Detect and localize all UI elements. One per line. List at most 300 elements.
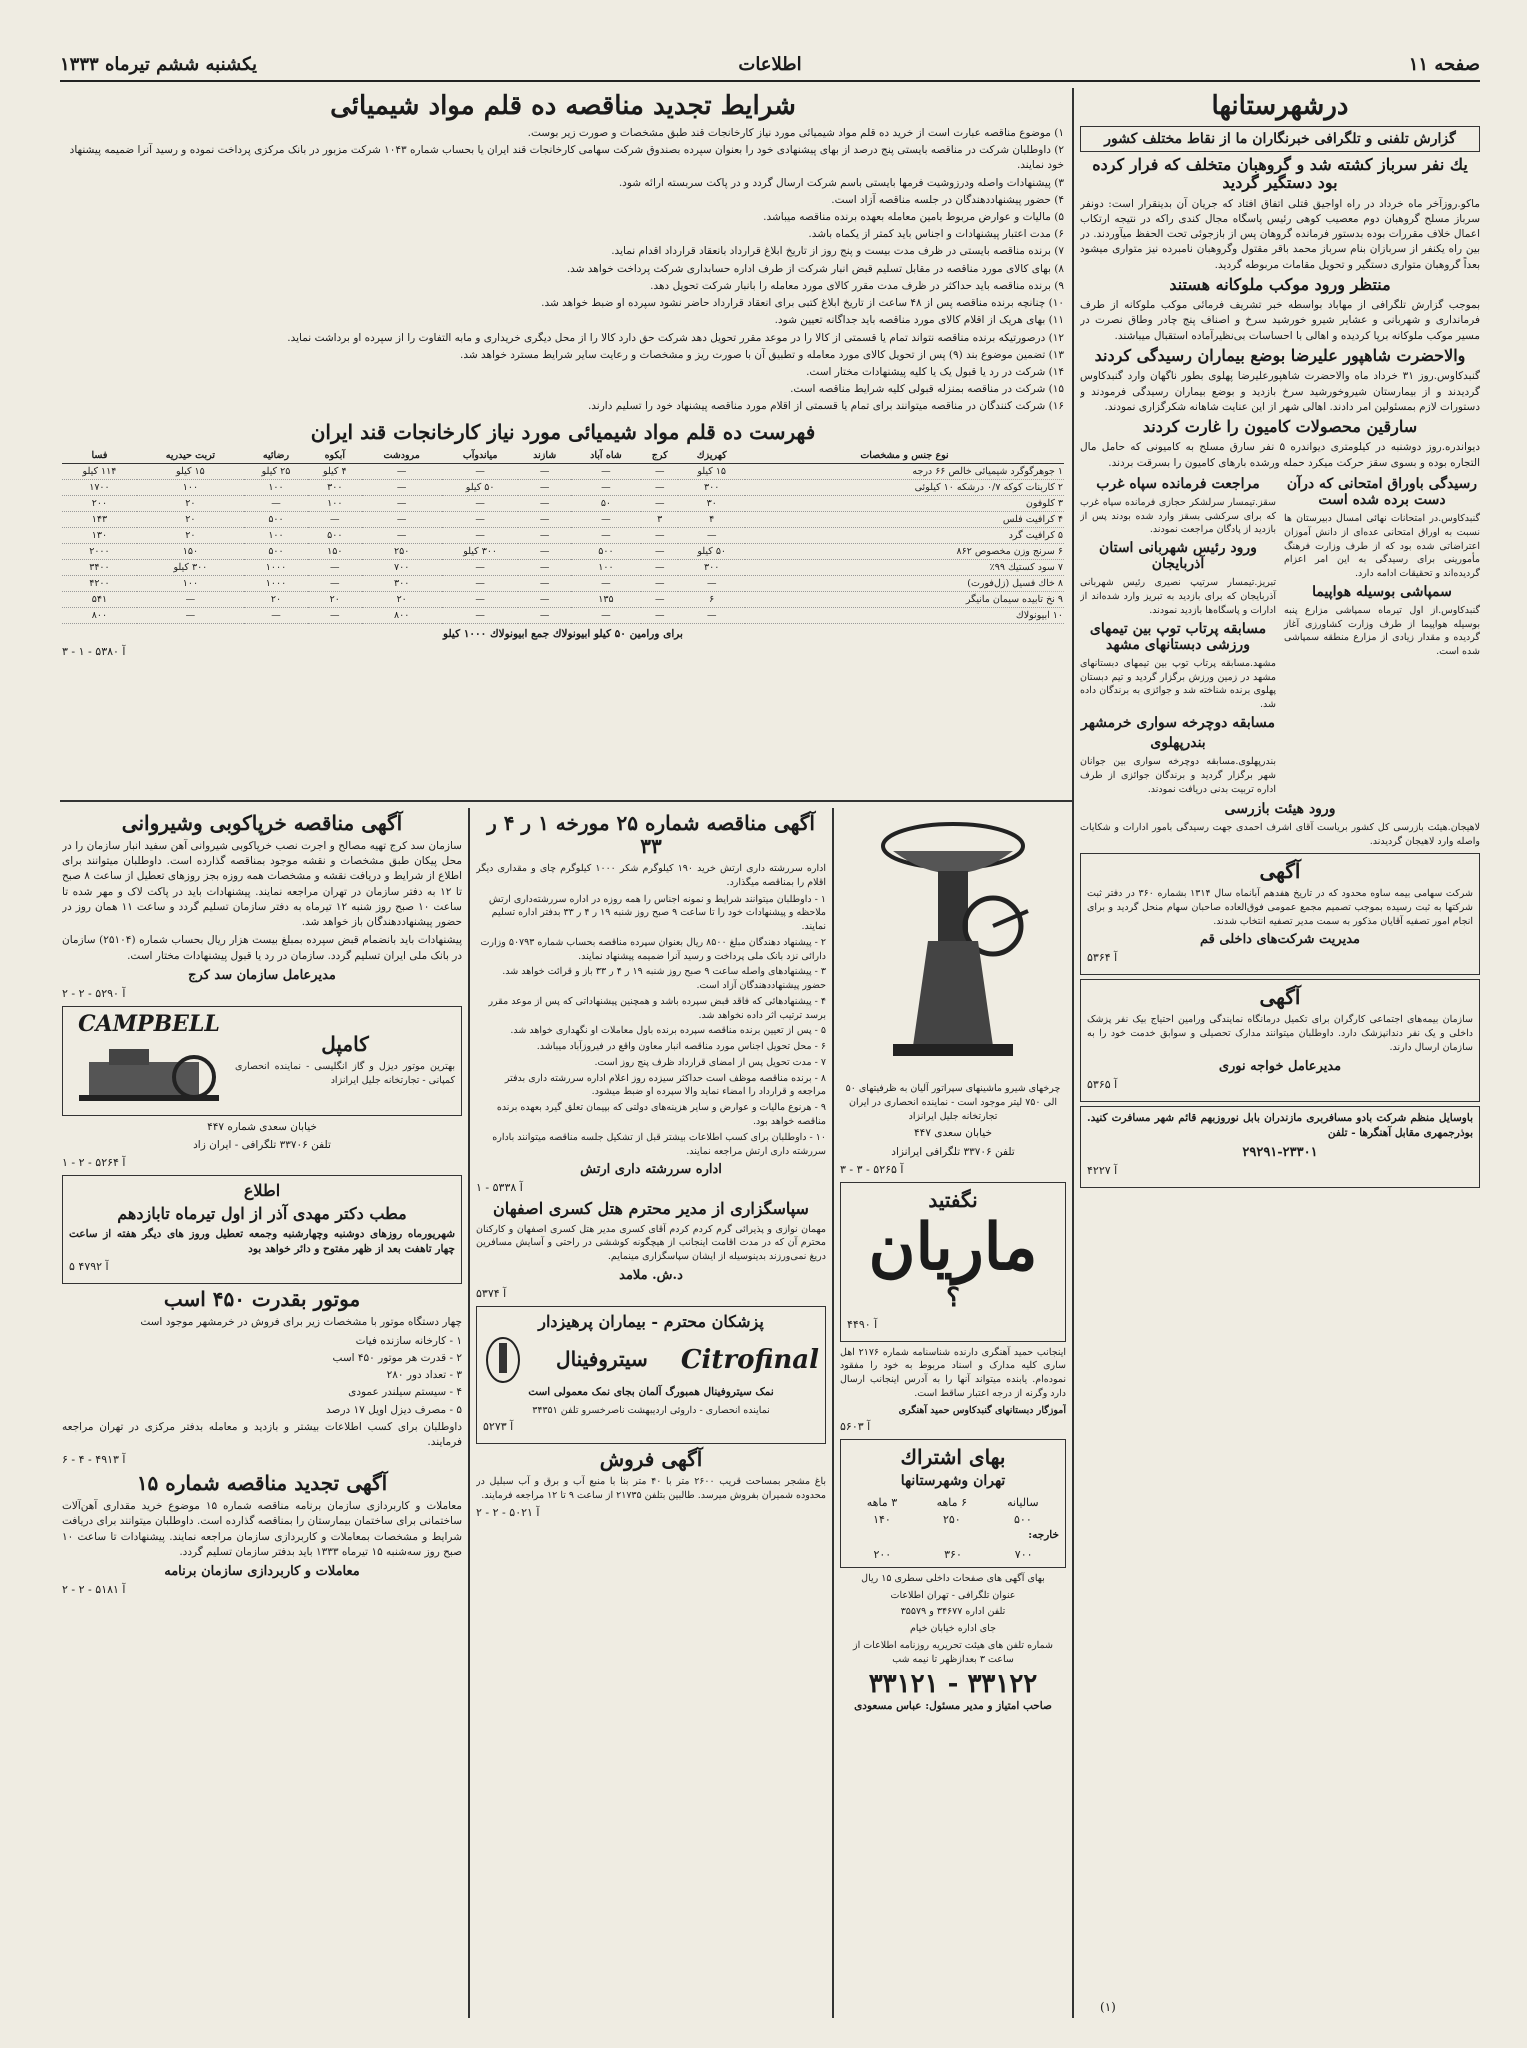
subscription-foreign: خارجه: xyxy=(1028,1528,1059,1541)
table-cell: ۱۰۰۰ xyxy=(244,559,308,575)
motor-spec: ۲ - قدرت هر موتور ۴۵۰ اسب xyxy=(332,1351,462,1364)
campbell-fa-name: کامپل xyxy=(321,1031,369,1056)
story-body: گنبدکاوس.از اول تیرماه سمپاشی مزارع پنبه بوسیله هواپیما از طرف وزارت کشاورزی آغاز گردیده و مقدار زیادی از مزارع منطقه سمپاشی شده است. xyxy=(1284,604,1480,658)
table-cell: ۱۵ کیلو xyxy=(678,463,745,479)
table-cell: ۱۵ کیلو xyxy=(137,463,244,479)
table-cell: ۷ سود کستیك ۹۹٪ xyxy=(745,559,1064,575)
subscription-table xyxy=(847,1546,1059,1563)
ad-body: پیشنهادات باید بانضمام قبض سپرده بمبلغ بیست هزار ریال بحساب شماره (۲۵۱۰۴) سازمان در بانک ملی ایران تسلیم گردد. سازمان در رد یا قبول پیشنهادات مختار است. xyxy=(62,934,462,962)
subscription-cell: ۷۰۰ xyxy=(1014,1547,1033,1561)
subscription-title: بهای اشتراك xyxy=(900,1445,1006,1470)
ad-ref: آ ۴۹۱۳ - ۴ - ۶ xyxy=(62,1453,126,1467)
ad-ref: آ ۵۰۲۱ - ۲ - ۲ xyxy=(476,1505,540,1519)
table-cell: ۲۰ xyxy=(308,591,361,607)
table-cell: — xyxy=(678,575,745,591)
table-cell: ۲۰ xyxy=(137,511,244,527)
table-row xyxy=(62,479,1064,495)
citro-name-fa: سیتروفینال xyxy=(556,1346,648,1371)
table-cell: ۳ کلوفون xyxy=(745,495,1064,511)
table-cell: — xyxy=(308,607,361,623)
left-ads-column xyxy=(62,810,462,2020)
campbell-text xyxy=(235,1031,455,1091)
table-header-cell: مرودشت xyxy=(362,448,442,464)
section-rule xyxy=(60,800,1072,802)
ad-box xyxy=(1080,1106,1480,1188)
table-cell: ۱۰۰ xyxy=(137,479,244,495)
story-headline: ورود رئیس شهربانی استان آذربایجان xyxy=(1099,540,1257,573)
story-headline: والاحضرت شاهپور علیرضا بوضع بیماران رسیدگی کردند xyxy=(1094,345,1466,365)
table-row xyxy=(62,575,1064,591)
table-cell: — xyxy=(518,479,570,495)
citrofinal-ad xyxy=(476,1306,826,1444)
ad-title: آگهی xyxy=(1259,859,1301,884)
tender-condition: ۱۵) شرکت در مناقصه بمنزله قبولی کلیه شرایط مناقصه است. xyxy=(790,383,1064,396)
tender-item: ۳ - پیشنهادهای واصله ساعت ۹ صبح روز شنبه ۱۹ ر ۴ ر ۳۳ باز و قرائت خواهد شد. حضور پیشنهاددهندگان آزاد است. xyxy=(502,966,826,992)
notice-title: اطلاع xyxy=(243,1181,281,1201)
table-cell: ۳۰۰ xyxy=(678,479,745,495)
table-row xyxy=(62,559,1064,575)
table-cell: — xyxy=(362,495,442,511)
ad-ref: آ ۵۳۶۴ xyxy=(1087,951,1118,965)
table-header-cell: میاندوآب xyxy=(442,448,519,464)
table-cell: ۱ جوهرگوگرد شیمیائی خالص ۶۶ درجه xyxy=(745,463,1064,479)
tender-section xyxy=(62,90,1064,795)
table-cell: ۳۰۰ کیلو xyxy=(137,559,244,575)
tender-condition: ۵) مالیات و عوارض مربوط بامین معامله بعهده برنده مناقصه میباشد. xyxy=(763,210,1064,223)
machine-address: خیابان سعدی ۴۴۷ xyxy=(914,1127,992,1140)
table-cell: ۱۰۰۰ xyxy=(244,575,308,591)
table-cell: ۴ کرافیت فلس xyxy=(745,511,1064,527)
table-cell: ۲۰۰۰ xyxy=(62,543,137,559)
ad-ref: آ ۴۲۲۷ xyxy=(1087,1164,1118,1178)
ad-body: اداره سررشته داری ارتش خرید ۱۹۰ کیلوگرم شکر ۱۰۰۰ کیلوگرم چای و مقداری دیگر اقلام را بمناقصه میگذارد. xyxy=(476,863,826,888)
table-cell: ۵۰۰ xyxy=(571,543,641,559)
table-cell: — xyxy=(518,575,570,591)
ad-phone: ۲۹۲۹۱-۲۳۳۰۱ xyxy=(1242,1145,1318,1161)
separator-machine-icon xyxy=(853,816,1053,1076)
subscription-cell: ۲۵۰ xyxy=(942,1512,961,1526)
citro-name-en: Citrofinal xyxy=(680,1345,819,1376)
campbell-logo: CAMPBELL xyxy=(78,1010,220,1037)
maryan-title: نگفتید xyxy=(928,1187,978,1212)
tender-condition: ۱۳) تضمین موضوع بند (۹) پس از تحویل کالای مورد معامله و تطبیق آن با صورت ریز و مشخصات و رعایت سایر شرایط مسترد خواهد شد. xyxy=(460,348,1064,361)
story-headline: ورود هیئت بازرسی xyxy=(1224,801,1336,818)
table-cell: ۲۰ xyxy=(244,591,308,607)
table-cell: ۴ xyxy=(678,511,745,527)
ad-price: بهای آگهی های صفحات داخلی سطری ۱۵ ریال xyxy=(861,1572,1045,1584)
table-title: فهرست ده قلم مواد شیمیائی مورد نیاز کارخانجات قند ایران xyxy=(310,419,816,444)
story-body: گنبدکاوس.روز ۳۱ خرداد ماه والاحضرت شاهپورعلیرضا پهلوی بطور ناگهان وارد گنبدکاوس گردیدند و از بیمارستان شیروخورشید سرخ بازدید و بوضع بیماران رسیدگی فرمودند و دستورات لازم بمسئولین امر دادند. اهالی شهر از این عنایت شاهانه شکرگزاری نمودند. xyxy=(1080,370,1480,413)
table-cell: — xyxy=(641,543,678,559)
table-footer: برای ورامین ۵۰ کیلو ابیونولاك جمع ابیونولاك ۱۰۰۰ کیلو xyxy=(443,627,683,640)
ad-body: سازمان سد کرج تهیه مصالح و اجرت نصب خرپاکوبی شیروانی آهن سفید انبار سازمان را در محل پیکان طبق مشخصات و نقشه موجود بمناقصه گذارده است. داوطلبان میتوانند برای اطلاع از شرایط و دریافت نقشه و مشخصات همه روزه بجز روزهای تعطیل از ساعت ۸ صبح تا ۱۲ به دفتر سازمان در تهران مراجعه نمایند. پیشنهادات باید در پاکت لاک و مهر شده تا ساعت ۱۰ صبح روز شنبه ۱۲ تیرماه به دفتر سازمان تسلیم گردد و ساعت ۱۱ همان روز در حضور پیشنهاددهندگان باز خواهد شد. xyxy=(62,840,462,929)
ad-box xyxy=(1080,979,1480,1101)
table-header-cell: نوع جنس و مشخصات xyxy=(745,448,1064,464)
tender-condition: ۱۲) درصورتیکه برنده مناقصه نتواند تمام یا قسمتی از کالا را در موعد مقرر تحویل دهد شرکت حق دارد کالا را از محل دیگری خریداری و مابه التفاوت را از سپرده او برداشت نماید. xyxy=(287,331,1064,344)
table-cell: — xyxy=(362,463,442,479)
tender-item: ۸ - برنده مناقصه موظف است حداکثر سیزده روز اعلام اداره سررشته داری بدفتر مراجعه و قرارداد را امضاء نماید والا سپرده او ضبط میشود. xyxy=(504,1072,826,1098)
subscription-cell: ۲۰۰ xyxy=(873,1547,892,1561)
table-cell: — xyxy=(137,591,244,607)
table-cell: — xyxy=(362,511,442,527)
table-cell: — xyxy=(308,559,361,575)
paper-name: اطلاعات xyxy=(738,54,802,75)
tender-item: ۱ - داوطلبان میتوانند شرایط و نمونه اجناس را همه روزه در اداره سررشته‌داری ارتش ملاحظه و پیشنهادات خود را تا ساعت ۹ صبح روز شنبه ۱۹ ر ۴ ر ۳۳ بدفتر اداره تسلیم نمایند. xyxy=(488,893,826,933)
subscription-cell: ۱۴۰ xyxy=(873,1512,891,1526)
story-headline: سارقین محصولات کامیون را غارت کردند xyxy=(1142,416,1418,436)
loss-signature: آموزگار دبستانهای گنبدکاوس حمید آهنگری xyxy=(898,1404,1066,1416)
tender-condition: ۱) موضوع مناقصه عبارت است از خرید ده قلم مواد شیمیائی مورد نیاز کارخانجات قند طبق مشخصات و صورت زیر بوست. xyxy=(527,126,1064,139)
section-subtitle: گزارش تلفنی و تلگرافی خبرنگاران ما از نقاط مختلف کشور xyxy=(1080,126,1480,152)
table-cell: — xyxy=(518,527,570,543)
office-place: جای اداره خیابان خیام xyxy=(909,1623,996,1635)
tender-item: ۹ - هرنوع مالیات و عوارض و سایر هزینه‌های دولتی که بپیمان تعلق گیرد بعهده برنده مناقصه خواهد بود. xyxy=(496,1102,826,1128)
table-cell: ۱۰۰ xyxy=(137,575,244,591)
table-header-cell: آبکوه xyxy=(308,448,361,464)
ad-body: داوطلبان برای کسب اطلاعات بیشتر و بازدید و معامله بدفتر مرکزی در تهران مراجعه فرمایند. xyxy=(62,1420,462,1448)
story-body: مشهد.مسابقه پرتاب توپ بین تیمهای دبستانهای مشهد در زمین ورزش برگزار گردید و تیم دبستان پهلوی برنده شناخته شد و جوائزی به برندگان داده شد. xyxy=(1080,657,1276,711)
table-row xyxy=(62,543,1064,559)
motor-spec: ۴ - سیستم سیلندر عمودی xyxy=(348,1386,462,1399)
table-cell: — xyxy=(442,607,519,623)
tender-item: ۴ - پیشنهادهائی که فاقد قبض سپرده باشد و همچنین پیشنهاداتی که پس از موعد مقرر برسد ترتیب اثر داده نخواهد شد. xyxy=(488,995,826,1021)
table-cell: ۵۴۱ xyxy=(62,591,137,607)
table-cell: — xyxy=(518,511,570,527)
motor-spec: ۳ - تعداد دور ۲۸۰ xyxy=(386,1369,462,1382)
ad-ref: آ ۵۳۶۵ xyxy=(1087,1077,1118,1091)
story-block xyxy=(1080,474,1276,800)
tender-condition: ۱۰) چنانچه برنده مناقصه پس از ۴۸ ساعت از تاریخ ابلاغ کتبی برای انعقاد قرارداد حاضر نشود سپرده او ضبط خواهد شد. xyxy=(541,297,1064,310)
subscription-table xyxy=(847,1494,1059,1528)
maryan-question: ؟ xyxy=(946,1282,960,1313)
table-cell: — xyxy=(641,575,678,591)
table-cell: — xyxy=(244,495,308,511)
table-header-row xyxy=(62,448,1064,464)
ad-title: آگهی تجدید مناقصه شماره ۱۵ xyxy=(136,1471,388,1496)
table-cell: — xyxy=(442,575,519,591)
ad-signature: اداره سررشته داری ارتش xyxy=(580,1162,722,1178)
table-cell: ۵۰۰ xyxy=(244,543,308,559)
table-cell: — xyxy=(641,591,678,607)
footnote: (۱) xyxy=(1100,2000,1116,2014)
table-ref: آ ۵۳۸۰ - ۱ - ۳ xyxy=(62,644,126,658)
table-cell: ۱۵۰ xyxy=(137,543,244,559)
tender-item: ۵ - پس از تعیین برنده مناقصه سپرده برنده باول معاملات او نگهداری خواهد شد. xyxy=(510,1025,826,1037)
table-cell: — xyxy=(641,527,678,543)
table-cell: — xyxy=(518,495,570,511)
story-body: ماکو.روزآخر ماه خرداد در راه اواجیق قتلی اتفاق افتاد که جریان آن بدینقرار است: دونفر سرباز مسلح گروهبان دوم معصیب کوهی رئیس پاسگاه مجال کندی راکه در نتیجه ارتکاب اعمال خلاف مقررات بوده بدستور فرمانده گروهان پس از بازجوئی تحت الحفظ میآوردند. در بین راه یکنفر از سربازان بنام سرباز محمد باقر مقتول وگروهبان نامبرده نیز متواری میشود بعداً گروهبان متواری دستگیر و تحویل مقامات مربوطه گردید. xyxy=(1080,197,1480,271)
table-cell: ۲۰ xyxy=(137,495,244,511)
table-cell: — xyxy=(518,559,570,575)
tender-condition: ۱۴) شرکت در رد یا قبول یک یا کلیه پیشنهادات مختار است. xyxy=(806,365,1064,378)
tender-condition: ۲) داوطلبان شرکت در مناقصه بایستی پنج درصد از بهای پیشنهادی خود را بعنوان سپرده بصندوق شرکت سهامی کارخانجات قند ایران یا بحساب شماره ۱۰۴۳ شرکت مزبور در بانک مرکزی پرداخت نموده و رسید آنرا ضمیمه پیشنهاد خود نمایند. xyxy=(69,144,1064,172)
table-row xyxy=(62,495,1064,511)
tender-item: ۱۰ - داوطلبان برای کسب اطلاعات بیشتر قبل از تشکیل جلسه مناقصه میتوانند باداره سررشته داری ارتش مراجعه نمایند. xyxy=(492,1131,826,1157)
table-cell: — xyxy=(571,511,641,527)
ad-body: شرکت سهامی بیمه ساوه محدود که در تاریخ هفدهم آبانماه سال ۱۳۱۴ بشماره ۳۶۰ در دفتر ثبت شرکتها به ثبت رسیده بموجب تصمیم مجمع عمومی فوق‌العاده صاحبان سهام منحل گردید و برای انجام امور تصفیه آقایان مذکور به سمت مدیر تصفیه انتخاب شدند. xyxy=(1087,888,1473,927)
table-cell: — xyxy=(571,607,641,623)
tender-condition: ۱۱) بهای هریک از اقلام کالای مورد مناقصه باید جداگانه تعیین شود. xyxy=(774,314,1064,327)
campbell-phone: تلفن ۳۳۷۰۶ تلگرافی - ایران زاد xyxy=(193,1138,331,1151)
office-phone: تلفن اداره ۳۴۶۷۷ و ۳۵۵۷۹ xyxy=(900,1606,1006,1618)
subscription-row xyxy=(847,1511,1059,1528)
publisher: صاحب امتیاز و مدیر مسئول: عباس مسعودی xyxy=(854,1700,1052,1713)
citro-agent: نماینده انحصاری - داروئی اردیبهشت ناصرخسرو تلفن ۳۴۳۵۱ xyxy=(532,1404,770,1416)
ad-ref: آ ۵۲۷۳ xyxy=(483,1420,514,1434)
ad-ref: آ ۵۲۶۵ - ۳ - ۳ xyxy=(840,1162,904,1176)
table-cell: — xyxy=(518,543,570,559)
story-block xyxy=(1284,474,1480,800)
subscription-cell: ساليانه xyxy=(1007,1495,1039,1509)
table-row xyxy=(62,527,1064,543)
story-headline: رسیدگی باوراق امتحانی که درآن دست برده شده است xyxy=(1286,475,1478,508)
table-cell: ۳۰ xyxy=(678,495,745,511)
campbell-address: خیابان سعدی شماره ۴۴۷ xyxy=(207,1120,317,1133)
tender-condition: ۹) برنده مناقصه باید حداکثر در ظرف مدت مقرر کالای مورد معامله را بانبار شرکت تحویل دهد. xyxy=(650,279,1064,292)
table-header-cell: کرج xyxy=(641,448,678,464)
table-cell: — xyxy=(442,511,519,527)
ad-body: باغ مشجر بمساحت قریب ۲۶۰۰ متر با ۴۰ متر بنا با منبع آب و برق و آب سبلیل در محدوده شمیران بفروش میرسد. طالبین بتلفن ۲۱۷۳۵ از ساعت ۹ تا ۱۲ مراجعه فرمایند. xyxy=(476,1476,826,1502)
table-cell: ۱۰۰ xyxy=(571,559,641,575)
table-cell: — xyxy=(518,463,570,479)
campbell-visual xyxy=(69,1011,229,1111)
ad-ref: آ ۵۳۷۴ xyxy=(476,1287,507,1300)
table-cell: — xyxy=(442,591,519,607)
story-headline: یك نفر سرباز کشته شد و گروهبان متخلف که فرار کرده بود دستگیر گردید xyxy=(1092,154,1468,193)
table-cell: — xyxy=(641,463,678,479)
notice-head: مطب دکتر مهدی آذر از اول تیرماه تابازدهم xyxy=(117,1203,407,1223)
story-body: لاهیجان.هیئت بازرسی کل کشور بریاست آقای اشرف احمدی جهت رسیدگی بامور ادارات و شکایات واصله وارد لاهیجان گردیدند. xyxy=(1080,822,1480,848)
ad-title: آگهی فروش xyxy=(599,1447,703,1472)
story-subhead: بندرپهلوی xyxy=(1150,735,1206,751)
subscription-header xyxy=(847,1494,1059,1511)
tender-items xyxy=(476,893,826,1159)
motor-specs xyxy=(62,1334,462,1418)
subscription-cell: ۶ ماهه xyxy=(936,1495,967,1509)
table-cell: ۸ خاك فسیل (زل‌فورت) xyxy=(745,575,1064,591)
citro-title: پزشکان محترم - بیماران پرهیزدار xyxy=(538,1312,764,1331)
campbell-desc: بهترین موتور دیزل و گاز انگلیسی - نماینده انحصاری کمپانی - تجارتخانه جلیل ایرانزاد xyxy=(235,1060,455,1086)
table-cell: ۲۰۰ xyxy=(62,495,137,511)
tender-condition: ۸) بهای کالای مورد مناقصه در مقابل تسلیم قبض انبار شرکت از طرف اداره حسابداری شرکت پرداخت خواهد شد. xyxy=(566,262,1064,275)
table-cell: — xyxy=(641,495,678,511)
table-cell: ۲ کاربنات کوکه ۰/۷ درشکه ۱۰ کیلوئی xyxy=(745,479,1064,495)
table-header-cell: فسا xyxy=(62,448,137,464)
table-cell: — xyxy=(518,591,570,607)
table-cell: ۳ xyxy=(641,511,678,527)
table-cell: ۵۰ xyxy=(571,495,641,511)
table-cell: — xyxy=(678,607,745,623)
tender-title: شرایط تجدید مناقصه ده قلم مواد شیمیائی xyxy=(330,91,796,121)
subscription-cell: ۳۶۰ xyxy=(944,1547,962,1561)
table-cell: ۲۰ xyxy=(137,527,244,543)
masthead xyxy=(60,50,1480,82)
bottle-icon xyxy=(483,1335,523,1385)
table-cell: — xyxy=(571,479,641,495)
story-body: دیواندره.روز دوشنبه در کیلومتری دیواندره ۵ نفر سارق مسلح به کامیونی که حامل مال التجاره بوده و بسوی سقز حرکت میکرد حمله ورشده بارهای کامیون را بسرقت بردند. xyxy=(1080,441,1480,469)
table-cell: — xyxy=(137,607,244,623)
ad-ref: آ ۵۲۹۰ - ۲ - ۲ xyxy=(62,986,126,1000)
story-body: بموجب گزارش تلگرافی از مهاباد بواسطه خبر تشریف فرمائی موکب ملوکانه از طرف فرمانداری و شهربانی و عشایر شیرو خورشید سرخ و اصناف پنج چادر وطاق نصرت در مسیر موکب ملوکانه برپا کردیده و اهالی با احساسات بی‌نظیرآماده استقبال میباشند. xyxy=(1080,299,1480,342)
table-cell: ۱۵۰ xyxy=(308,543,361,559)
table-cell: ۳۰۰ کیلو xyxy=(442,543,519,559)
ad-body: باوسایل منظم شرکت بادو مسافربری مازندران بابل نوروزبهم قائم شهر مسافرت کنید. بوذرجمهری مقابل آهنگرها - تلفن xyxy=(1087,1111,1473,1139)
table-cell: ۵۰ کیلو xyxy=(678,543,745,559)
story-body: گنبدکاوس.در امتحانات نهائی امسال دبیرستان ها نسبت به اوراق امتحانی عده‌ای از دانش آموزان اعتراضاتی شده بود که از طرف وزارت فرهنگ مأمورینی برای رسیدگی به این امر اعزام گردیده‌اند و تحقیقات ادامه دارد. xyxy=(1284,512,1480,580)
chemicals-table xyxy=(62,448,1064,624)
table-cell: ۲۵ کیلو xyxy=(244,463,308,479)
table-row xyxy=(62,511,1064,527)
table-cell: ۱۰ ابیونولاك xyxy=(745,607,1064,623)
ad-ref: آ ۵۳۳۸ - ۱ xyxy=(476,1181,523,1195)
maryan-big: ماریان xyxy=(868,1209,1038,1285)
table-cell: — xyxy=(641,607,678,623)
table-cell: — xyxy=(518,607,570,623)
tender-condition: ۳) پیشنهادات واصله ودرزوشیت فرمها بایستی باسم شرکت ارسال گردد و در پاکت سربسته ارائه شود. xyxy=(618,176,1064,189)
table-header-cell: رضائیه xyxy=(244,448,308,464)
subscription-cell: ۳ ماهه xyxy=(866,1495,898,1509)
center-ads-column xyxy=(476,810,826,2020)
ad-body: معاملات و کاربردازی سازمان برنامه مناقصه شماره ۱۵ موضوع خرید مقداری آهن‌آلات ساختمانی برای ساختمان بیمارستان را بمناقصه گذارده است. داوطلبان میتوانند برای دریافت شرایط و مشخصات بمعاملات و کاربردازی سازمان مراجعه نمایند. پیشنهادات تا ساعت ۱۰ صبح روز سه‌شنبه ۱۵ تیرماه ۱۳۳۳ باید بدفتر سازمان تسلیم گردد. xyxy=(62,1500,462,1558)
loss-notice: اینجانب حمید آهنگری دارنده شناسنامه شماره ۲۱۷۶ اهل ساری کلیه مدارک و اسناد مربوط به خود را مفقود نموده‌ام. یابنده میتواند آنها را به آدرس اینجانب ارسال دارد وگرنه از درجه اعتبار ساقط است. xyxy=(840,1346,1066,1399)
table-cell: ۴ کیلو xyxy=(308,463,361,479)
table-cell: ۱۷۰۰ xyxy=(62,479,137,495)
tender-item: ۲ - پیشنهاد دهندگان مبلغ ۸۵۰۰ ریال بعنوان سپرده مناقصه بحساب شماره ۵۰۷۹۳ وزارت دارائی نزد بانک ملی پرداخت و رسید آنرا ضمیمه پیشنهاد نمایند. xyxy=(480,936,826,962)
tender-condition: ۴) حضور پیشنهاددهندگان در جلسه مناقصه آزاد است. xyxy=(831,193,1064,206)
table-cell: ۱۳۵ xyxy=(571,591,641,607)
story-body: بندرپهلوی.مسابقه دوچرخه سواری بین جوانان شهر برگزار گردید و برندگان جوائزی از طرف اداره تربیت بدنی دریافت نمودند. xyxy=(1080,756,1276,795)
engine-icon xyxy=(69,1037,229,1107)
table-cell: ۳۴۰۰ xyxy=(62,559,137,575)
table-cell: — xyxy=(678,527,745,543)
story-headline: مسابقه دوچرخه سواری خرمشهر xyxy=(1080,714,1275,731)
ad-ref: آ ۴۴۹۰ xyxy=(847,1317,878,1331)
table-cell: ۱۰۰ xyxy=(244,527,308,543)
table-cell: ۸۰۰ xyxy=(362,607,442,623)
machine-phone: تلفن ۳۳۷۰۶ تلگرافی ایرانزاد xyxy=(891,1145,1015,1158)
table-cell: ۴۲۰۰ xyxy=(62,575,137,591)
table-cell: ۵۰۰ xyxy=(244,511,308,527)
issue-date: یکشنبه ششم تیرماه ۱۳۳۳ xyxy=(60,54,258,75)
table-cell: — xyxy=(571,527,641,543)
tender-item: ۶ - محل تحویل اجناس مورد مناقصه انبار معاون واقع در فیروزآباد میباشد. xyxy=(536,1041,826,1053)
table-cell: — xyxy=(308,575,361,591)
maryan-ad xyxy=(840,1182,1066,1342)
table-cell: — xyxy=(442,463,519,479)
column-rule xyxy=(468,808,470,2018)
table-cell: ۲۵۰ xyxy=(362,543,442,559)
column-rule xyxy=(1072,88,1074,2018)
page-number: صفحه ۱۱ xyxy=(1408,54,1480,75)
table-cell: ۳۰۰ xyxy=(362,575,442,591)
tender-condition: ۷) برنده مناقصه بایستی در ظرف مدت بیست و پنج روز از تاریخ ابلاغ قرارداد بانعقاد قرارداد اقدام نماید. xyxy=(611,245,1064,258)
right-column xyxy=(1080,90,1480,2020)
story-body: سقز.تیمسار سرلشکر حجازی فرمانده سپاه غرب که برای سرکشی بسقز وارد شده بودند پس از بازدید از پادگان مراجعت نمودند. xyxy=(1080,496,1276,536)
table-cell: ۳۰۰ xyxy=(308,479,361,495)
tender-condition: ۶) مدت اعتبار پیشنهادات و اجناس باید کمتر از یکماه باشد. xyxy=(808,228,1064,241)
table-cell: ۵۰ کیلو xyxy=(442,479,519,495)
column-rule xyxy=(832,808,834,2018)
table-row xyxy=(62,607,1064,623)
table-cell: ۶ سرنج وزن مخصوص ۸۶۲ xyxy=(745,543,1064,559)
citro-desc: نمک سیتروفینال همبورگ آلمان بجای نمک معمولی است xyxy=(528,1386,774,1399)
two-stories xyxy=(1080,474,1480,800)
table-body xyxy=(62,463,1064,623)
ad-signature: مدیرعامل سازمان سد کرج xyxy=(188,967,336,983)
table-cell: — xyxy=(362,527,442,543)
tender-condition: ۱۶) شرکت کنندگان در مناقصه میتوانند برای تمام یا قسمتی از اقلام مورد مناقصه پیشنهاد خود را تسلیم دارند. xyxy=(587,400,1064,413)
table-header-cell: تربت حیدریه xyxy=(137,448,244,464)
table-row xyxy=(62,463,1064,479)
story-headline: مسابقه پرتاب توپ بین تیمهای ورزشی دبستانهای مشهد xyxy=(1089,620,1267,653)
table-cell: — xyxy=(571,575,641,591)
ad-body: چهار دستگاه موتور با مشخصات زیر برای فروش در خرمشهر موجود است xyxy=(140,1316,462,1329)
table-cell: ۲۰ xyxy=(362,591,442,607)
campbell-ad xyxy=(62,1006,462,1116)
table-row xyxy=(62,591,1064,607)
ad-body: سازمان بیمه‌های اجتماعی کارگران برای تکمیل درمانگاه نمایندگی ورامین احتیاج بیک نفر پزشک داخلی و یک نفر دندانپزشک دارد. داوطلبان میتوانند مدارک تحصیلی و سوابق خدمت خود را به سازمان ارسال دارند. xyxy=(1087,1014,1473,1053)
telegraph-address: عنوان تلگرافی - تهران اطلاعات xyxy=(890,1589,1016,1601)
subscription-box xyxy=(840,1439,1066,1567)
table-cell: ۵۰۰ xyxy=(308,527,361,543)
table-cell: — xyxy=(308,511,361,527)
section-title: درشهرستانها xyxy=(1211,91,1349,121)
ad-ref: آ ۵۲۶۴ - ۲ - ۱ xyxy=(62,1156,126,1170)
story-headline: منتظر ورود موکب ملوکانه هستند xyxy=(1169,274,1391,294)
table-cell: ۱۰۰ xyxy=(244,479,308,495)
table-cell: ۹ نخ تابیده سیمان مانیگر xyxy=(745,591,1064,607)
table-cell: — xyxy=(442,495,519,511)
table-cell: — xyxy=(641,479,678,495)
table-cell: ۱۰۰ xyxy=(308,495,361,511)
ad-ref: آ ۵۶۰۳ xyxy=(840,1420,871,1434)
ad-title: موتور بقدرت ۴۵۰ اسب xyxy=(163,1287,361,1312)
notice-body: شهریورماه روزهای دوشنبه وچهارشنبه وجمعه تعطیل وروز های دیگر هفته از ساعت چهار تاهفت بعد از ظهر مفتوح و دائر خواهد بود xyxy=(69,1227,455,1256)
inner-right-column xyxy=(840,810,1066,2020)
citro-row xyxy=(483,1335,819,1385)
notice-ref: آ ۴۷۹۲ ۵ xyxy=(69,1260,109,1274)
ad-title: آگهی مناقصه خرپاکوبی وشیروانی xyxy=(121,811,403,835)
table-cell: — xyxy=(571,463,641,479)
ad-signature: مدیریت شرکت‌های داخلی قم xyxy=(1200,932,1360,948)
subscription-row xyxy=(847,1546,1059,1563)
table-cell: ۱۳۰ xyxy=(62,527,137,543)
story-headline: سمپاشی بوسیله هواپیما xyxy=(1312,583,1452,600)
ad-signature: مدیرعامل خواجه نوری xyxy=(1218,1058,1342,1074)
table-cell: ۱۴۳ xyxy=(62,511,137,527)
table-cell: — xyxy=(442,527,519,543)
motor-spec: ۵ - مصرف دیزل اویل ۱۷ درصد xyxy=(326,1403,462,1416)
table-header-cell: شاه آباد xyxy=(571,448,641,464)
ad-ref: آ ۵۱۸۱ - ۲ - ۲ xyxy=(62,1583,126,1597)
tender-conditions xyxy=(62,126,1064,415)
ad-box xyxy=(1080,853,1480,975)
editorial-phones: ۳۳۱۲۱ - ۳۳۱۲۲ xyxy=(868,1669,1038,1700)
ad-body: مهمان نوازی و پذیرائی گرم کردم کردم آقای کسری مدیر هتل کسری اصفهان و کارکنان محترم آن که در مدت اقامت اینجانب از هیچگونه کوششی در راحتی و آسایش مسافرین دریغ نمی‌ورزند بدینوسیله از ایشان سپاسگزاری مینمایم. xyxy=(476,1223,826,1263)
table-header-cell: کهریزك xyxy=(678,448,745,464)
tender-item: ۷ - مدت تحویل پس از امضای قرارداد ظرف پنج روز است. xyxy=(594,1056,826,1068)
story-headline: مراجعت فرمانده سپاه غرب xyxy=(1096,475,1260,492)
table-cell: ۶ xyxy=(678,591,745,607)
machine-caption: چرخهای شیرو ماشینهای سپراتور آلیان به ظرفیتهای ۵۰ الی ۷۵۰ لیتر موجود است - نماینده انحصاری در ایران تجارتخانه جلیل ایرانزاد xyxy=(845,1083,1061,1122)
subscription-cell: ۵۰۰ xyxy=(1014,1512,1032,1526)
table-cell: ۷۰۰ xyxy=(362,559,442,575)
ad-signature: معاملات و کاربردازی سازمان برنامه xyxy=(164,1564,360,1580)
table-header-cell: شازند xyxy=(518,448,570,464)
table-cell: — xyxy=(442,559,519,575)
motor-spec: ۱ - کارخانه سازنده فیات xyxy=(355,1334,462,1347)
ad-title: سپاسگزاری از مدیر محترم هتل کسری اصفهان xyxy=(493,1199,809,1219)
